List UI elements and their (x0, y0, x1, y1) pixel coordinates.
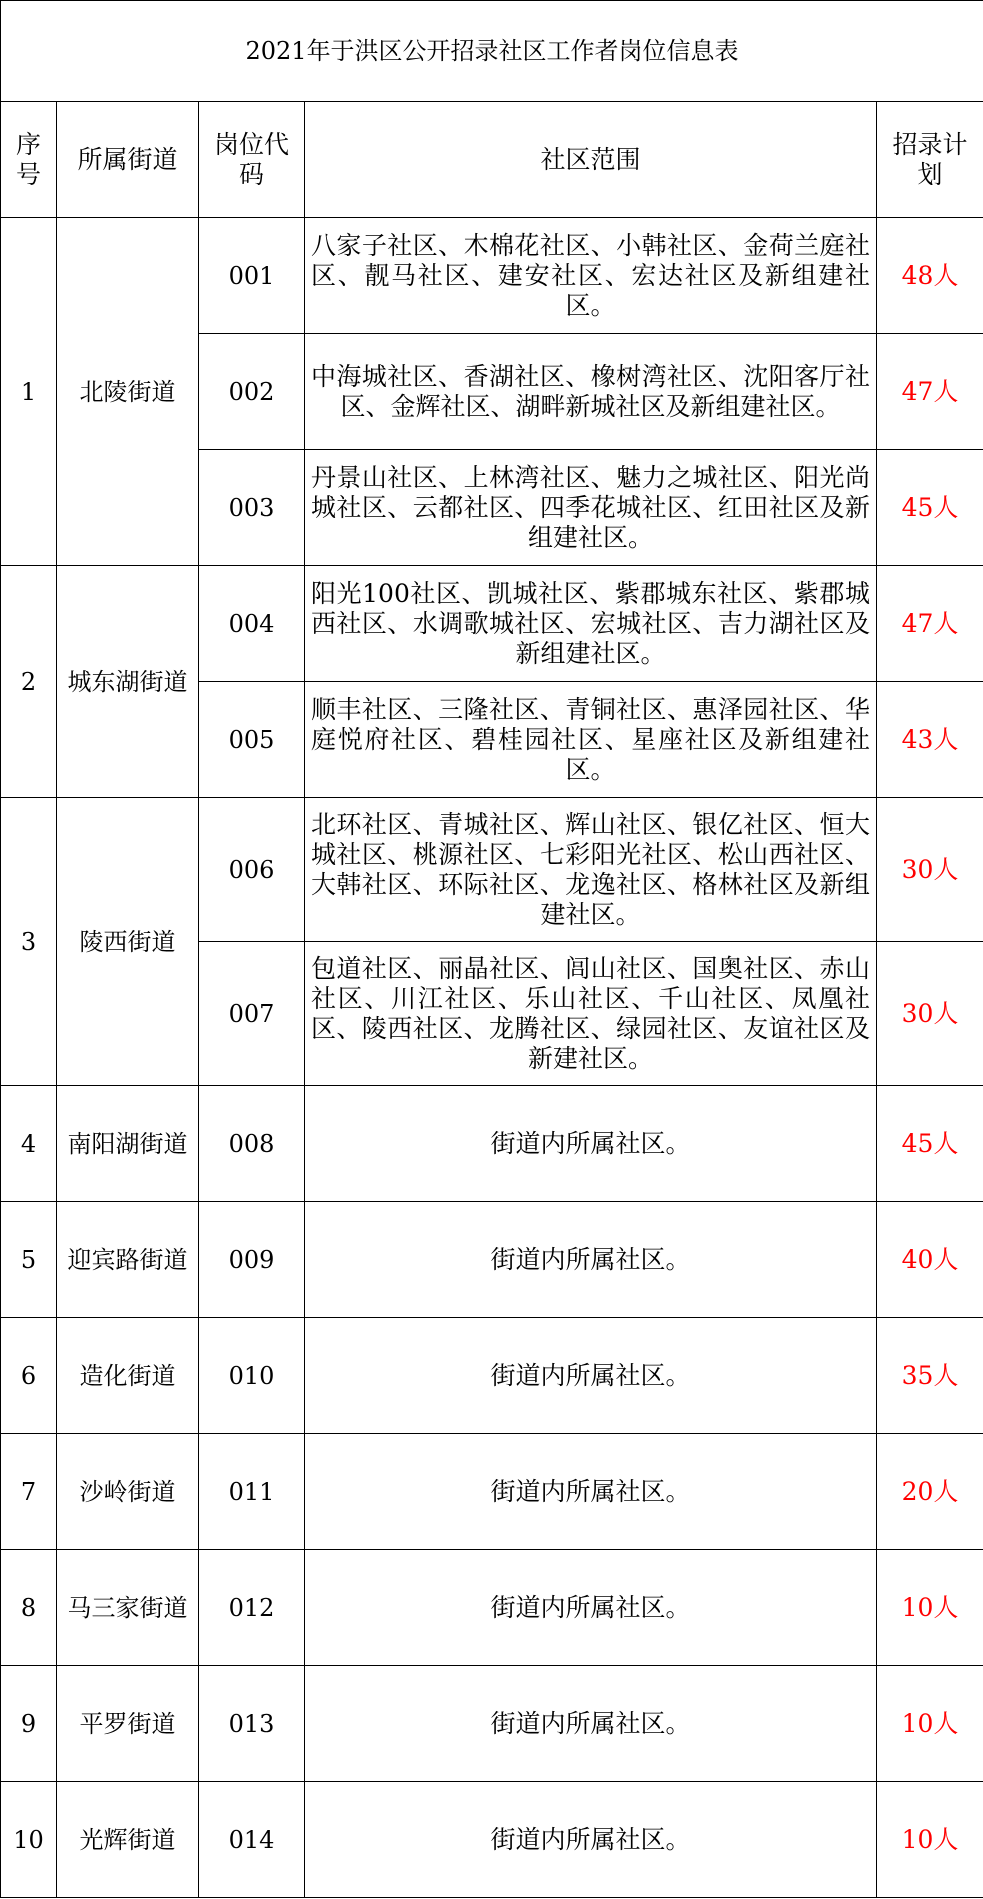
header-code: 岗位代码 (199, 102, 305, 218)
row-scope: 八家子社区、木棉花社区、小韩社区、金荷兰庭社区、靓马社区、建安社区、宏达社区及新组建社区。 (305, 218, 877, 334)
row-scope: 中海城社区、香湖社区、橡树湾社区、沈阳客厅社区、金辉社区、湖畔新城社区及新组建社区。 (305, 334, 877, 450)
row-index: 5 (1, 1202, 57, 1318)
row-street: 造化街道 (57, 1318, 199, 1434)
header-scope: 社区范围 (305, 102, 877, 218)
table-row (1, 1318, 983, 1434)
table-row (1, 566, 983, 682)
row-index: 8 (1, 1550, 57, 1666)
row-plan: 47人 (877, 334, 983, 450)
row-plan: 35人 (877, 1318, 983, 1434)
table-row (1, 218, 983, 334)
table-row (1, 1202, 983, 1318)
header-index: 序号 (1, 102, 57, 218)
table-row (1, 798, 983, 942)
header-plan: 招录计划 (877, 102, 983, 218)
row-index: 7 (1, 1434, 57, 1550)
row-code: 004 (199, 566, 305, 682)
row-code: 002 (199, 334, 305, 450)
table-row (1, 1666, 983, 1782)
row-street: 陵西街道 (57, 798, 199, 1086)
row-code: 001 (199, 218, 305, 334)
row-code: 003 (199, 450, 305, 566)
row-code: 011 (199, 1434, 305, 1550)
row-scope: 街道内所属社区。 (305, 1434, 877, 1550)
row-street: 迎宾路街道 (57, 1202, 199, 1318)
row-code: 008 (199, 1086, 305, 1202)
row-plan: 45人 (877, 450, 983, 566)
row-scope: 街道内所属社区。 (305, 1202, 877, 1318)
row-index: 4 (1, 1086, 57, 1202)
row-code: 007 (199, 942, 305, 1086)
row-index: 2 (1, 566, 57, 798)
table-row (1, 1550, 983, 1666)
row-plan: 45人 (877, 1086, 983, 1202)
row-plan: 43人 (877, 682, 983, 798)
row-scope: 顺丰社区、三隆社区、青铜社区、惠泽园社区、华庭悦府社区、碧桂园社区、星座社区及新组建社区。 (305, 682, 877, 798)
row-plan: 20人 (877, 1434, 983, 1550)
header-row (1, 102, 983, 218)
row-code: 014 (199, 1782, 305, 1898)
row-scope: 阳光100社区、凯城社区、紫郡城东社区、紫郡城西社区、水调歌城社区、宏城社区、吉力湖社区及新组建社区。 (305, 566, 877, 682)
table-row (1, 1086, 983, 1202)
header-street: 所属街道 (57, 102, 199, 218)
table-row (1, 1782, 983, 1898)
row-street: 光辉街道 (57, 1782, 199, 1898)
row-index: 10 (1, 1782, 57, 1898)
row-scope: 街道内所属社区。 (305, 1550, 877, 1666)
row-plan: 10人 (877, 1666, 983, 1782)
row-plan: 47人 (877, 566, 983, 682)
row-index: 6 (1, 1318, 57, 1434)
row-plan: 48人 (877, 218, 983, 334)
row-plan: 10人 (877, 1782, 983, 1898)
row-index: 1 (1, 218, 57, 566)
row-street: 南阳湖街道 (57, 1086, 199, 1202)
row-scope: 街道内所属社区。 (305, 1666, 877, 1782)
row-street: 沙岭街道 (57, 1434, 199, 1550)
row-scope: 街道内所属社区。 (305, 1086, 877, 1202)
row-index: 9 (1, 1666, 57, 1782)
row-street: 城东湖街道 (57, 566, 199, 798)
row-scope: 包道社区、丽晶社区、闾山社区、国奥社区、赤山社区、川江社区、乐山社区、千山社区、凤凰社区、陵西社区、龙腾社区、绿园社区、友谊社区及新建社区。 (305, 942, 877, 1086)
row-scope: 丹景山社区、上林湾社区、魅力之城社区、阳光尚城社区、云都社区、四季花城社区、红田社区及新组建社区。 (305, 450, 877, 566)
row-code: 013 (199, 1666, 305, 1782)
table-row (1, 1434, 983, 1550)
row-street: 北陵街道 (57, 218, 199, 566)
row-plan: 30人 (877, 942, 983, 1086)
row-index: 3 (1, 798, 57, 1086)
row-code: 006 (199, 798, 305, 942)
row-plan: 40人 (877, 1202, 983, 1318)
row-code: 010 (199, 1318, 305, 1434)
row-scope: 北环社区、青城社区、辉山社区、银亿社区、恒大城社区、桃源社区、七彩阳光社区、松山西社区、大韩社区、环际社区、龙逸社区、格林社区及新组建社区。 (305, 798, 877, 942)
row-scope: 街道内所属社区。 (305, 1782, 877, 1898)
row-code: 009 (199, 1202, 305, 1318)
table-title: 2021年于洪区公开招录社区工作者岗位信息表 (1, 1, 983, 102)
row-code: 005 (199, 682, 305, 798)
row-scope: 街道内所属社区。 (305, 1318, 877, 1434)
row-street: 马三家街道 (57, 1550, 199, 1666)
row-street: 平罗街道 (57, 1666, 199, 1782)
row-plan: 10人 (877, 1550, 983, 1666)
row-code: 012 (199, 1550, 305, 1666)
row-plan: 30人 (877, 798, 983, 942)
